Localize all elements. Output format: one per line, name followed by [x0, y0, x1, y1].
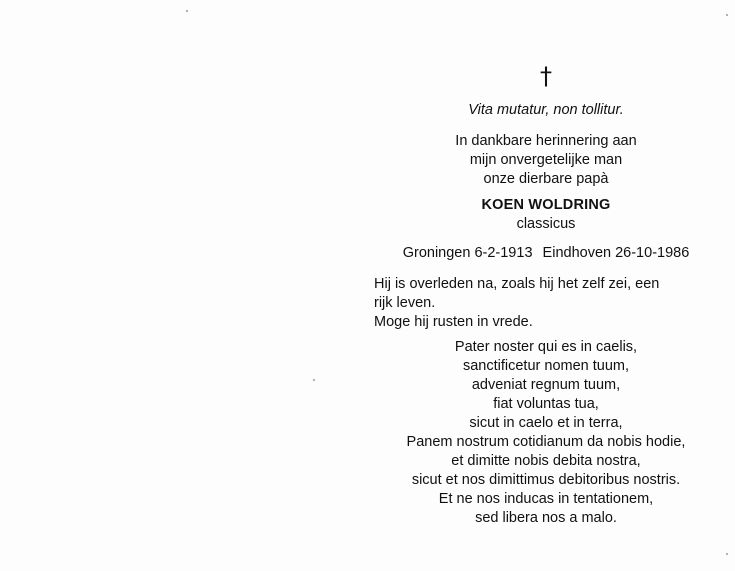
prayer [376, 338, 716, 528]
prayer-line: Et ne nos inducas in tentationem, [438, 491, 654, 507]
motto: Vita mutatur, non tollitur. [468, 102, 624, 118]
memorial-text-line: rijk leven. [374, 295, 436, 311]
prayer-line: fiat voluntas tua, [493, 396, 599, 412]
prayer-line: sicut in caelo et in terra, [469, 415, 623, 431]
life-dates [376, 244, 716, 263]
prayer-line: adveniat regnum tuum, [471, 377, 621, 393]
birth-place-date: Groningen 6-2-1913 [402, 245, 533, 261]
dedication [376, 132, 716, 189]
death-place-date: Eindhoven 26-10-1986 [542, 245, 690, 261]
prayer-line: Panem nostrum cotidianum da nobis hodie, [406, 434, 686, 450]
memorial-text-line: Hij is overleden na, zoals hij het zelf zei, een [374, 276, 660, 292]
paper-speck [726, 553, 728, 555]
memorial-text [374, 275, 704, 332]
prayer-line: sanctificetur nomen tuum, [462, 358, 630, 374]
prayer-line: sicut et nos dimittimus debitoribus nostris. [411, 472, 681, 488]
prayer-line: et dimitte nobis debita nostra, [451, 453, 641, 469]
deceased-block [376, 196, 716, 234]
prayer-line: Pater noster qui es in caelis, [454, 339, 638, 355]
prayer-line: sed libera nos a malo. [475, 510, 617, 526]
dedication-line: In dankbare herinnering aan [455, 133, 637, 149]
paper-speck [186, 10, 188, 12]
cross-icon: † [540, 62, 552, 90]
memorial-text-line: Moge hij rusten in vrede. [374, 314, 533, 330]
deceased-name: KOEN WOLDRING [481, 197, 611, 213]
deceased-title: classicus [516, 216, 576, 232]
paper-speck [726, 14, 728, 16]
paper-speck [313, 379, 315, 381]
dedication-line: mijn onvergetelijke man [469, 152, 623, 168]
dedication-line: onze dierbare papà [483, 171, 609, 187]
